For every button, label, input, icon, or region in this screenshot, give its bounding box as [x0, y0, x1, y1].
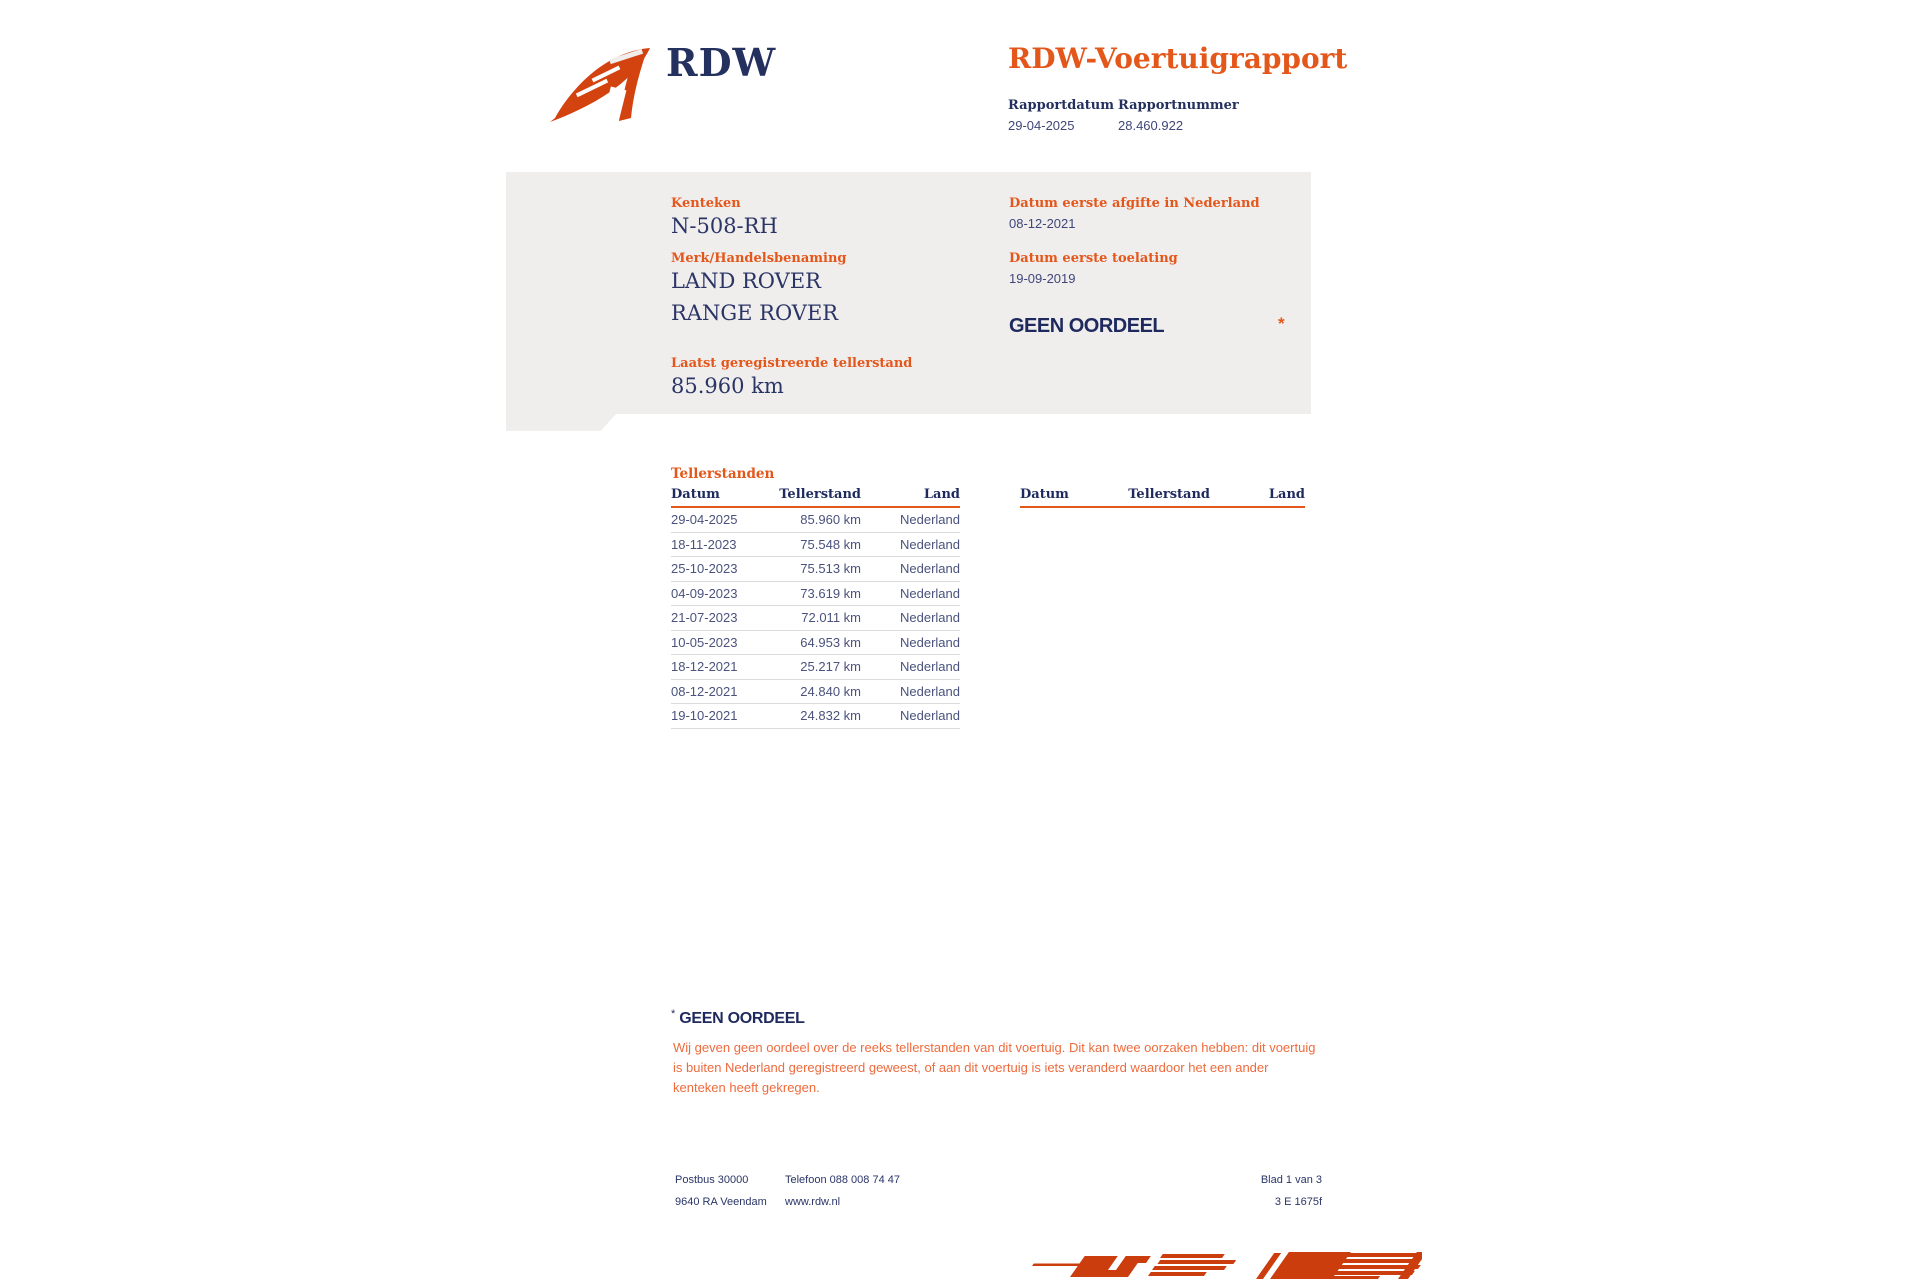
summary-box-tab — [506, 414, 616, 431]
column-header-tellerstand: Tellerstand — [1128, 487, 1210, 502]
rapportdatum-label: Rapportdatum — [1008, 98, 1114, 113]
tellerstand-cell-land: Nederland — [900, 585, 960, 601]
tellerstand-cell-land: Nederland — [900, 610, 960, 626]
rdw-deco-stripes-icon — [1030, 1247, 1422, 1280]
tellerstand-cell-tellerstand: 75.548 km — [800, 536, 861, 552]
page-title: RDW-Voertuigrapport — [1008, 42, 1348, 75]
column-header-tellerstand: Tellerstand — [779, 487, 861, 502]
rapportnummer-label: Rapportnummer — [1118, 98, 1239, 113]
tellerstand-cell-datum: 25-10-2023 — [671, 561, 738, 577]
tellerstand-cell-datum: 18-11-2023 — [671, 536, 737, 552]
tellerstand-cell-land: Nederland — [900, 634, 960, 650]
tellerstand-cell-tellerstand: 64.953 km — [800, 634, 861, 650]
column-header-datum: Datum — [1020, 487, 1069, 502]
tellerstand-cell-tellerstand: 24.832 km — [800, 708, 861, 724]
vehicle-summary-box — [506, 172, 1311, 414]
rapportdatum-value: 29-04-2025 — [1008, 118, 1075, 133]
tellerstand-cell-land: Nederland — [900, 659, 960, 675]
footer-form-code: 3 E 1675f — [1274, 1196, 1322, 1208]
tellerstand-cell-datum: 29-04-2025 — [671, 512, 738, 528]
table-header-row — [1020, 487, 1305, 508]
tellerstand-cell-datum: 10-05-2023 — [671, 634, 738, 650]
column-header-land: Land — [923, 487, 960, 502]
table-header-row — [671, 487, 960, 508]
footnote-title: GEEN OORDEEL — [679, 1010, 805, 1027]
tellerstand-row — [671, 533, 960, 558]
tellerstand-row — [671, 557, 960, 582]
footer-address-line1: Postbus 30000 — [675, 1174, 749, 1186]
column-header-land: Land — [1268, 487, 1305, 502]
tellerstand-cell-datum: 19-10-2021 — [671, 708, 738, 724]
toelating-value: 19-09-2019 — [1009, 271, 1076, 286]
footnote-title-row — [671, 1008, 805, 1028]
tellerstand-label: Laatst geregistreerde tellerstand — [671, 356, 913, 371]
footer-phone: Telefoon 088 008 74 47 — [785, 1174, 900, 1186]
afgifte-value: 08-12-2021 — [1009, 216, 1076, 231]
verdict-asterisk: * — [1278, 314, 1285, 333]
table-body — [671, 508, 960, 729]
tellerstand-row — [671, 631, 960, 656]
merk-line2: RANGE ROVER — [671, 301, 839, 325]
column-header-datum: Datum — [671, 487, 720, 502]
tellerstand-cell-datum: 21-07-2023 — [671, 610, 738, 626]
kenteken-value: N-508-RH — [671, 214, 778, 238]
verdict-text: GEEN OORDEEL — [1009, 315, 1165, 337]
tellerstand-row — [671, 606, 960, 631]
tellerstand-cell-datum: 08-12-2021 — [671, 683, 738, 699]
rdw-wordmark: RDW — [666, 40, 777, 85]
tellerstand-row — [671, 582, 960, 607]
tellerstand-cell-land: Nederland — [900, 561, 960, 577]
rdw-feather-icon — [549, 44, 653, 122]
footer-address-line2: 9640 RA Veendam — [675, 1196, 767, 1208]
tellerstand-row — [671, 655, 960, 680]
tellerstand-cell-land: Nederland — [900, 708, 960, 724]
tellerstanden-table-empty — [1020, 487, 1305, 508]
toelating-label: Datum eerste toelating — [1009, 251, 1178, 266]
tellerstand-row — [671, 704, 960, 729]
tellerstand-cell-land: Nederland — [900, 512, 960, 528]
tellerstand-cell-land: Nederland — [900, 536, 960, 552]
tellerstand-cell-tellerstand: 72.011 km — [801, 610, 861, 626]
tellerstand-cell-tellerstand: 25.217 km — [800, 659, 861, 675]
merk-line1: LAND ROVER — [671, 269, 821, 293]
kenteken-label: Kenteken — [671, 196, 741, 211]
footnote-text: Wij geven geen oordeel over de reeks tellerstanden van dit voertuig. Dit kan twee oorzaken hebben: dit voertuig is buiten Nederland geregistreerd geweest, of aan dit voertuig is iets veranderd waardoor het een ander kenteken heeft gekregen. — [673, 1040, 1316, 1095]
tellerstand-cell-tellerstand: 85.960 km — [800, 512, 861, 528]
tellerstand-row — [671, 680, 960, 705]
tellerstand-cell-tellerstand: 24.840 km — [800, 683, 861, 699]
tellerstanden-section-title: Tellerstanden — [671, 466, 775, 482]
afgifte-label: Datum eerste afgifte in Nederland — [1009, 196, 1260, 211]
footnote-asterisk: * — [671, 1008, 676, 1020]
tellerstanden-table — [671, 487, 960, 729]
tellerstand-row — [671, 508, 960, 533]
tellerstand-cell-tellerstand: 73.619 km — [800, 585, 861, 601]
tellerstand-cell-datum: 04-09-2023 — [671, 585, 738, 601]
tellerstand-cell-tellerstand: 75.513 km — [800, 561, 861, 577]
footer-website[interactable]: www.rdw.nl — [785, 1196, 841, 1208]
tellerstand-cell-datum: 18-12-2021 — [671, 659, 738, 675]
footer-page-number: Blad 1 van 3 — [1260, 1174, 1322, 1186]
rapportnummer-value: 28.460.922 — [1118, 118, 1184, 133]
tellerstand-value: 85.960 km — [671, 374, 784, 398]
tellerstand-cell-land: Nederland — [900, 683, 960, 699]
merk-label: Merk/Handelsbenaming — [671, 251, 847, 266]
